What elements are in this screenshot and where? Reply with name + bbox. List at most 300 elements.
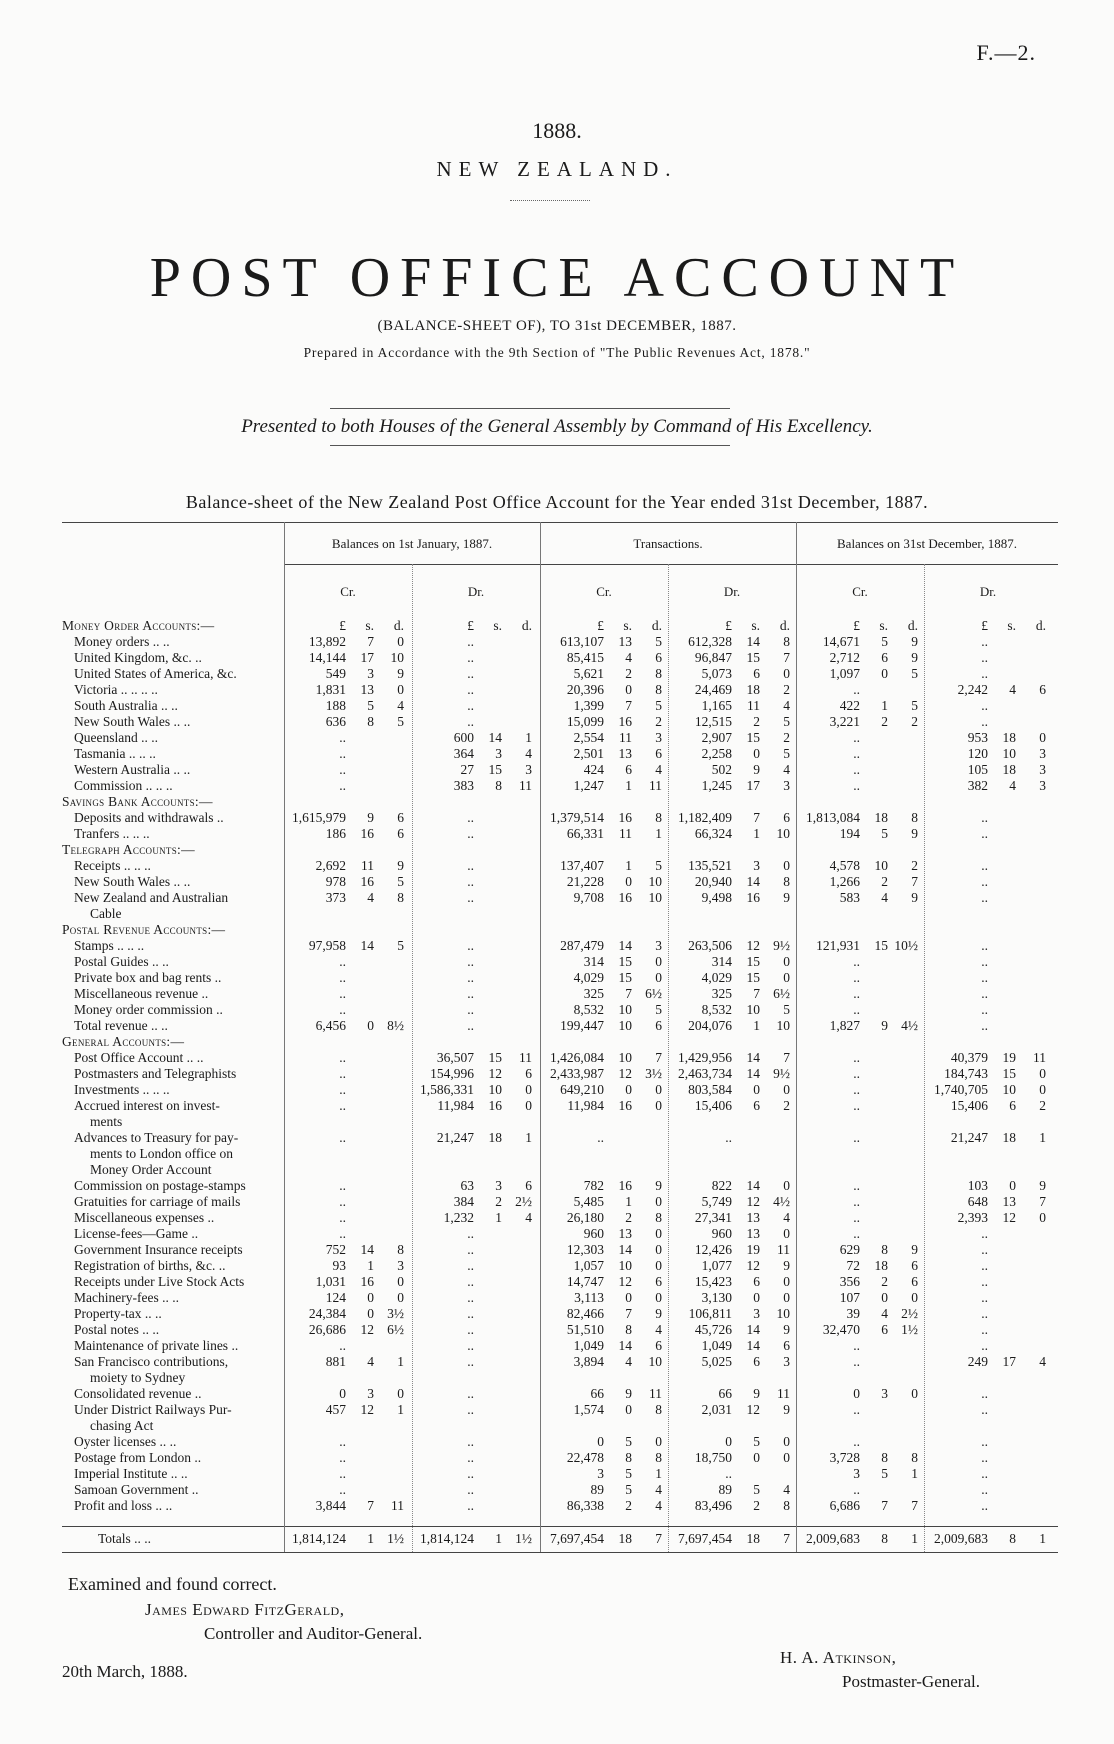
- cell: 978 16 5: [325, 874, 404, 889]
- row-label: Samoan Government ..: [74, 1482, 199, 1497]
- cell: ..: [339, 1194, 346, 1209]
- cell: 186 16 6: [325, 826, 404, 841]
- cell: 6,686 7 7: [829, 1498, 918, 1513]
- cell: ..: [853, 1402, 860, 1417]
- cell: ..: [853, 1098, 860, 1113]
- report-year: 1888.: [532, 118, 582, 143]
- cell: 422 1 5: [839, 698, 918, 713]
- cell: ..: [981, 1450, 988, 1465]
- cell: 3,113 0 0: [574, 1290, 662, 1305]
- row-label: Government Insurance receipts: [74, 1242, 243, 1257]
- table-row: [62, 954, 1058, 970]
- cell: 782 16 9: [583, 1178, 662, 1193]
- cell: 21,247 18 1: [950, 1130, 1046, 1145]
- cell: 5,749 12 4½: [701, 1194, 790, 1209]
- cell: 3,728 8 8: [829, 1450, 918, 1465]
- cell: 1,813,084 18 8: [806, 810, 918, 825]
- row-label: Receipts under Live Stock Acts: [74, 1274, 245, 1289]
- cell: 15,406 6 2: [694, 1098, 790, 1113]
- cell: ..: [339, 1450, 346, 1465]
- cell: 1,426,084 10 7: [550, 1050, 662, 1065]
- cell: 7,697,454 18 7: [678, 1531, 790, 1546]
- table-row: [62, 1418, 1058, 1434]
- cell: ..: [853, 1210, 860, 1225]
- cell: ..: [981, 954, 988, 969]
- cell: ..: [853, 762, 860, 777]
- cell: ..: [467, 650, 474, 665]
- postmaster-title: Postmaster-General.: [842, 1672, 980, 1691]
- cell: ..: [339, 730, 346, 745]
- document-title: POST OFFICE ACCOUNT: [149, 247, 965, 309]
- cell: 204,076 1 10: [688, 1018, 790, 1033]
- row-label: Miscellaneous expenses ..: [74, 1210, 215, 1225]
- cell: 2,393 12 0: [957, 1210, 1046, 1225]
- cell: ..: [853, 1434, 860, 1449]
- table-row: [62, 1194, 1058, 1210]
- cell: 2,258 0 5: [701, 746, 790, 761]
- cell: 66 9 11: [590, 1386, 662, 1401]
- cell: 14,747 12 6: [566, 1274, 662, 1289]
- cell: ..: [981, 1338, 988, 1353]
- table-row: [62, 1050, 1058, 1066]
- cell: 0 5 0: [725, 1434, 790, 1449]
- cell: 457 12 1: [325, 1402, 404, 1417]
- cell: ..: [467, 1354, 474, 1369]
- row-label: South Australia .. ..: [74, 698, 178, 713]
- cell: 93 1 3: [332, 1258, 404, 1273]
- table-row: [62, 1338, 1058, 1354]
- table-row: [62, 1114, 1058, 1130]
- row-label: New South Wales .. ..: [74, 714, 191, 729]
- cell: 1,379,514 16 8: [550, 810, 662, 825]
- table-row: [62, 874, 1058, 890]
- table-row: [62, 906, 1058, 922]
- cell: ..: [467, 858, 474, 873]
- cell: 314 15 0: [711, 954, 790, 969]
- cell: ..: [981, 938, 988, 953]
- row-label: Savings Bank Accounts:—: [62, 794, 213, 809]
- cell: 5,025 6 3: [701, 1354, 790, 1369]
- cell: 184,743 15 0: [944, 1066, 1046, 1081]
- table-row: [62, 858, 1058, 874]
- cell: 3 5 1: [597, 1466, 662, 1481]
- cell: ..: [853, 746, 860, 761]
- row-label: Consolidated revenue ..: [74, 1386, 202, 1401]
- cell: ..: [981, 1466, 988, 1481]
- cell: ..: [981, 650, 988, 665]
- cell: ..: [339, 1178, 346, 1193]
- cell: ..: [853, 1178, 860, 1193]
- cell: 649,210 0 0: [560, 1082, 662, 1097]
- cell: ..: [853, 986, 860, 1001]
- cell: 12,303 14 0: [566, 1242, 662, 1257]
- cell: ..: [981, 1226, 988, 1241]
- row-label: Money Order Accounts:—: [62, 618, 215, 633]
- row-label: Maintenance of private lines ..: [74, 1338, 239, 1353]
- cell: 4,029 15 0: [701, 970, 790, 985]
- country-name: NEW ZEALAND.: [436, 157, 678, 181]
- cell: 1,574 0 8: [573, 1402, 662, 1417]
- cell: ..: [339, 1210, 346, 1225]
- table-row: [62, 1482, 1058, 1498]
- cell: 2,433,987 12 3½: [550, 1066, 662, 1081]
- cell: ..: [339, 762, 346, 777]
- cell: 89 5 4: [590, 1482, 662, 1497]
- cell: 1,399 7 5: [573, 698, 662, 713]
- cell: 3,221 2 2: [829, 714, 918, 729]
- cell: £ s. d.: [725, 618, 790, 633]
- cell: ..: [725, 1130, 732, 1145]
- table-row: [62, 1242, 1058, 1258]
- row-label: Registration of births, &c. ..: [74, 1258, 226, 1273]
- row-label: New Zealand and Australian: [74, 890, 229, 905]
- table-row: [62, 650, 1058, 666]
- row-label: Commission on postage-stamps: [74, 1178, 246, 1193]
- table-row: [62, 730, 1058, 746]
- cell: ..: [339, 1226, 346, 1241]
- cell: ..: [467, 1002, 474, 1017]
- cell: 106,811 3 10: [688, 1306, 790, 1321]
- cell: ..: [725, 1466, 732, 1481]
- cell: 383 8 11: [453, 778, 532, 793]
- group-header-transactions: Transactions.: [633, 536, 703, 551]
- cell: 40,379 19 11: [950, 1050, 1046, 1065]
- cell: 97,958 14 5: [308, 938, 404, 953]
- cell: ..: [339, 746, 346, 761]
- cell: ..: [339, 1434, 346, 1449]
- row-label: Postal Revenue Accounts:—: [62, 922, 226, 937]
- cell: 154,996 12 6: [430, 1066, 532, 1081]
- cell: 6,456 0 8½: [315, 1018, 404, 1033]
- cell: 199,447 10 6: [560, 1018, 662, 1033]
- group-header-closing: Balances on 31st December, 1887.: [837, 536, 1017, 551]
- cell: 11,984 16 0: [567, 1098, 662, 1113]
- cell: 0 5 0: [597, 1434, 662, 1449]
- presented-note: Presented to both Houses of the General Assembly by Command of His Excellency.: [241, 416, 873, 437]
- row-label: ments: [90, 1114, 123, 1129]
- cell: 12,515 2 5: [694, 714, 790, 729]
- row-label: Advances to Treasury for pay-: [74, 1130, 239, 1145]
- section-row: [62, 794, 1058, 810]
- cell: 1,740,705 10 0: [934, 1082, 1046, 1097]
- table-row: [62, 1466, 1058, 1482]
- table-row: [62, 714, 1058, 730]
- table-row: [62, 1130, 1058, 1146]
- cell: 1,165 11 4: [701, 698, 790, 713]
- cell: 263,506 12 9½: [688, 938, 790, 953]
- table-row: [62, 1210, 1058, 1226]
- cell: 8,532 10 5: [573, 1002, 662, 1017]
- cell: 0 3 0: [339, 1386, 404, 1401]
- row-label: New South Wales .. ..: [74, 874, 191, 889]
- cell: ..: [339, 1002, 346, 1017]
- cell: ..: [467, 1434, 474, 1449]
- table-row: [62, 1370, 1058, 1386]
- cell: 5,621 2 8: [573, 666, 662, 681]
- table-row: [62, 1402, 1058, 1418]
- cell: ..: [853, 970, 860, 985]
- cell: ..: [467, 1322, 474, 1337]
- table-row: [62, 1274, 1058, 1290]
- cell: ..: [339, 1482, 346, 1497]
- cell: ..: [853, 682, 860, 697]
- cell: 325 7 6½: [583, 986, 662, 1001]
- cell: 3,130 0 0: [701, 1290, 790, 1305]
- cell: 1,057 10 0: [573, 1258, 662, 1273]
- cell: 7,697,454 18 7: [550, 1531, 662, 1546]
- cell: 3 5 1: [853, 1466, 918, 1481]
- table-row: [62, 1162, 1058, 1178]
- cell: ..: [339, 778, 346, 793]
- cell: 1,097 0 5: [829, 666, 918, 681]
- cell: 3,894 4 10: [573, 1354, 662, 1369]
- cell: 1,031 16 0: [315, 1274, 404, 1289]
- balance-sheet-table: [62, 522, 1058, 1552]
- cell: ..: [467, 986, 474, 1001]
- cell: 0 3 0: [853, 1386, 918, 1401]
- cell: ..: [981, 874, 988, 889]
- cell: ..: [467, 1402, 474, 1417]
- cell: 1,182,409 7 6: [678, 810, 790, 825]
- cell: ..: [981, 1434, 988, 1449]
- cell: 502 9 4: [711, 762, 790, 777]
- cell: 15,099 16 2: [566, 714, 662, 729]
- cell: 822 14 0: [711, 1178, 790, 1193]
- table-row: [62, 1290, 1058, 1306]
- cell: ..: [853, 1338, 860, 1353]
- cell: 85,415 4 6: [566, 650, 662, 665]
- cell: 752 14 8: [325, 1242, 404, 1257]
- cell: ..: [467, 970, 474, 985]
- row-label: Gratuities for carriage of mails: [74, 1194, 241, 1209]
- row-label: Accrued interest on invest-: [74, 1098, 220, 1113]
- cell: 382 4 3: [967, 778, 1046, 793]
- cell: ..: [981, 714, 988, 729]
- row-label: Postal Guides .. ..: [74, 954, 169, 969]
- cell: 194 5 9: [839, 826, 918, 841]
- cell: ..: [981, 1322, 988, 1337]
- cell: 1,814,124 1 1½: [420, 1531, 532, 1546]
- cell: 2,031 12 9: [701, 1402, 790, 1417]
- cell: ..: [981, 1482, 988, 1497]
- cell: ..: [853, 1130, 860, 1145]
- examined-note: Examined and found correct.: [68, 1574, 277, 1594]
- row-label: Telegraph Accounts:—: [62, 842, 195, 857]
- cell: ..: [853, 730, 860, 745]
- cell: 373 4 8: [325, 890, 404, 905]
- cell: 188 5 4: [325, 698, 404, 713]
- cell: 1,831 13 0: [315, 682, 404, 697]
- cell: 9,498 16 9: [701, 890, 790, 905]
- table-row: [62, 1082, 1058, 1098]
- table-row: [62, 1178, 1058, 1194]
- cell: 2,009,683 8 1: [806, 1531, 918, 1546]
- cell: ..: [467, 1466, 474, 1481]
- cell: ..: [467, 1226, 474, 1241]
- cell: 356 2 6: [839, 1274, 918, 1289]
- row-label: Deposits and withdrawals ..: [74, 810, 224, 825]
- row-label: Money Order Account: [90, 1162, 212, 1177]
- cell: 9,708 16 10: [573, 890, 662, 905]
- table-row: [62, 938, 1058, 954]
- cell: ..: [467, 698, 474, 713]
- cell: 22,478 8 8: [566, 1450, 662, 1465]
- row-label: ments to London office on: [90, 1146, 233, 1161]
- row-label: Totals .. ..: [98, 1531, 152, 1546]
- cell: 45,726 14 9: [694, 1322, 790, 1337]
- section-row: [62, 922, 1058, 938]
- prepared-note: Prepared in Accordance with the 9th Section of "The Public Revenues Act, 1878.": [303, 345, 811, 360]
- table-row: [62, 762, 1058, 778]
- cell: 63 3 6: [460, 1178, 532, 1193]
- cell: 89 5 4: [718, 1482, 790, 1497]
- cell: ..: [467, 810, 474, 825]
- cell: 124 0 0: [325, 1290, 404, 1305]
- table-row: [62, 698, 1058, 714]
- cell: ..: [339, 986, 346, 1001]
- cell: 803,584 0 0: [688, 1082, 790, 1097]
- cell: 648 13 7: [967, 1194, 1046, 1209]
- column-header: Cr.: [340, 584, 356, 599]
- cell: 27 15 3: [460, 762, 532, 777]
- cell: 39 4 2½: [846, 1306, 918, 1321]
- cell: ..: [467, 666, 474, 681]
- cell: 1,247 1 11: [573, 778, 662, 793]
- cell: 82,466 7 9: [566, 1306, 662, 1321]
- cell: 1,429,956 14 7: [678, 1050, 790, 1065]
- document-subtitle: (BALANCE-SHEET OF), TO 31st DECEMBER, 1887.: [377, 318, 737, 334]
- row-label: General Accounts:—: [62, 1034, 185, 1049]
- cell: 24,384 0 3½: [308, 1306, 404, 1321]
- row-label: Tranfers .. .. ..: [74, 826, 150, 841]
- cell: ..: [853, 1002, 860, 1017]
- cell: ..: [981, 1002, 988, 1017]
- cell: ..: [981, 890, 988, 905]
- cell: ..: [853, 1194, 860, 1209]
- table-row: [62, 986, 1058, 1002]
- table-row: [62, 1146, 1058, 1162]
- cell: ..: [853, 954, 860, 969]
- cell: ..: [339, 1466, 346, 1481]
- row-label: Stamps .. .. ..: [74, 938, 145, 953]
- row-label: License-fees—Game ..: [74, 1226, 199, 1241]
- row-label: moiety to Sydney: [90, 1370, 186, 1385]
- cell: 8,532 10 5: [701, 1002, 790, 1017]
- table-row: [62, 682, 1058, 698]
- table-row: [62, 778, 1058, 794]
- cell: 66,324 1 10: [694, 826, 790, 841]
- cell: 135,521 3 0: [688, 858, 790, 873]
- cell: ..: [853, 1050, 860, 1065]
- cell: ..: [467, 1258, 474, 1273]
- cell: 2,463,734 14 9½: [678, 1066, 790, 1081]
- cell: 96,847 15 7: [694, 650, 790, 665]
- cell: ..: [981, 986, 988, 1001]
- group-header-opening: Balances on 1st January, 1887.: [331, 536, 493, 551]
- cell: ..: [467, 682, 474, 697]
- table-row: [62, 1354, 1058, 1370]
- cell: 27,341 13 4: [694, 1210, 790, 1225]
- cell: 2,242 4 6: [957, 682, 1046, 697]
- row-label: Tasmania .. .. ..: [74, 746, 156, 761]
- cell: ..: [467, 938, 474, 953]
- row-label: Commission .. .. ..: [74, 778, 173, 793]
- cell: ..: [467, 954, 474, 969]
- cell: 21,247 18 1: [436, 1130, 532, 1145]
- cell: ..: [467, 1482, 474, 1497]
- cell: 953 18 0: [967, 730, 1046, 745]
- cell: ..: [981, 1018, 988, 1033]
- column-header: Dr.: [723, 584, 741, 599]
- cell: 11,984 16 0: [437, 1098, 532, 1113]
- cell: ..: [467, 1306, 474, 1321]
- cell: 1,586,331 10 0: [420, 1082, 532, 1097]
- cell: 5,073 6 0: [701, 666, 790, 681]
- cell: 2,009,683 8 1: [934, 1531, 1046, 1546]
- cell: 1,232 1 4: [443, 1210, 532, 1225]
- row-label: Imperial Institute .. ..: [74, 1466, 188, 1481]
- cell: 600 14 1: [453, 730, 532, 745]
- table-row: [62, 1018, 1058, 1034]
- cell: 103 0 9: [967, 1178, 1046, 1193]
- divider-top: [330, 408, 730, 409]
- table-row: [62, 1226, 1058, 1242]
- cell: ..: [981, 970, 988, 985]
- cell: ..: [467, 874, 474, 889]
- cell: 3,844 7 11: [315, 1498, 404, 1513]
- cell: £ s. d.: [597, 618, 662, 633]
- cell: 1,615,979 9 6: [292, 810, 404, 825]
- cell: ..: [467, 1018, 474, 1033]
- cell: ..: [339, 1082, 346, 1097]
- cell: 83,496 2 8: [694, 1498, 790, 1513]
- cell: ..: [339, 1098, 346, 1113]
- table-row: [62, 826, 1058, 842]
- row-label: Profit and loss .. ..: [74, 1498, 173, 1513]
- cell: 4,578 10 2: [829, 858, 918, 873]
- divider-bottom: [330, 445, 730, 446]
- group-rule: [284, 564, 1058, 565]
- row-label: Machinery-fees .. ..: [74, 1290, 179, 1305]
- cell: 26,686 12 6½: [308, 1322, 404, 1337]
- cell: ..: [853, 1354, 860, 1369]
- column-header: Dr.: [467, 584, 485, 599]
- cell: 613,107 13 5: [560, 634, 662, 649]
- table-row: [62, 1450, 1058, 1466]
- cell: 105 18 3: [967, 762, 1046, 777]
- row-label: Private box and bag rents ..: [74, 970, 222, 985]
- totals-row: [62, 1531, 1058, 1547]
- cell: ..: [981, 666, 988, 681]
- cell: 1,245 17 3: [701, 778, 790, 793]
- cell: ..: [981, 858, 988, 873]
- cell: ..: [853, 1226, 860, 1241]
- row-label: Victoria .. .. .. ..: [74, 682, 158, 697]
- row-label: Money order commission ..: [74, 1002, 223, 1017]
- cell: 325 7 6½: [711, 986, 790, 1001]
- cell: ..: [339, 970, 346, 985]
- table-row: [62, 970, 1058, 986]
- row-label: United States of America, &c.: [74, 666, 237, 681]
- column-header: Dr.: [979, 584, 997, 599]
- cell: ..: [981, 1386, 988, 1401]
- totals-rule: [62, 1526, 1058, 1527]
- row-label: Miscellaneous revenue ..: [74, 986, 209, 1001]
- table-row: [62, 1434, 1058, 1450]
- cell: 424 6 4: [583, 762, 662, 777]
- cell: 287,479 14 3: [560, 938, 662, 953]
- cell: 2,692 11 9: [315, 858, 404, 873]
